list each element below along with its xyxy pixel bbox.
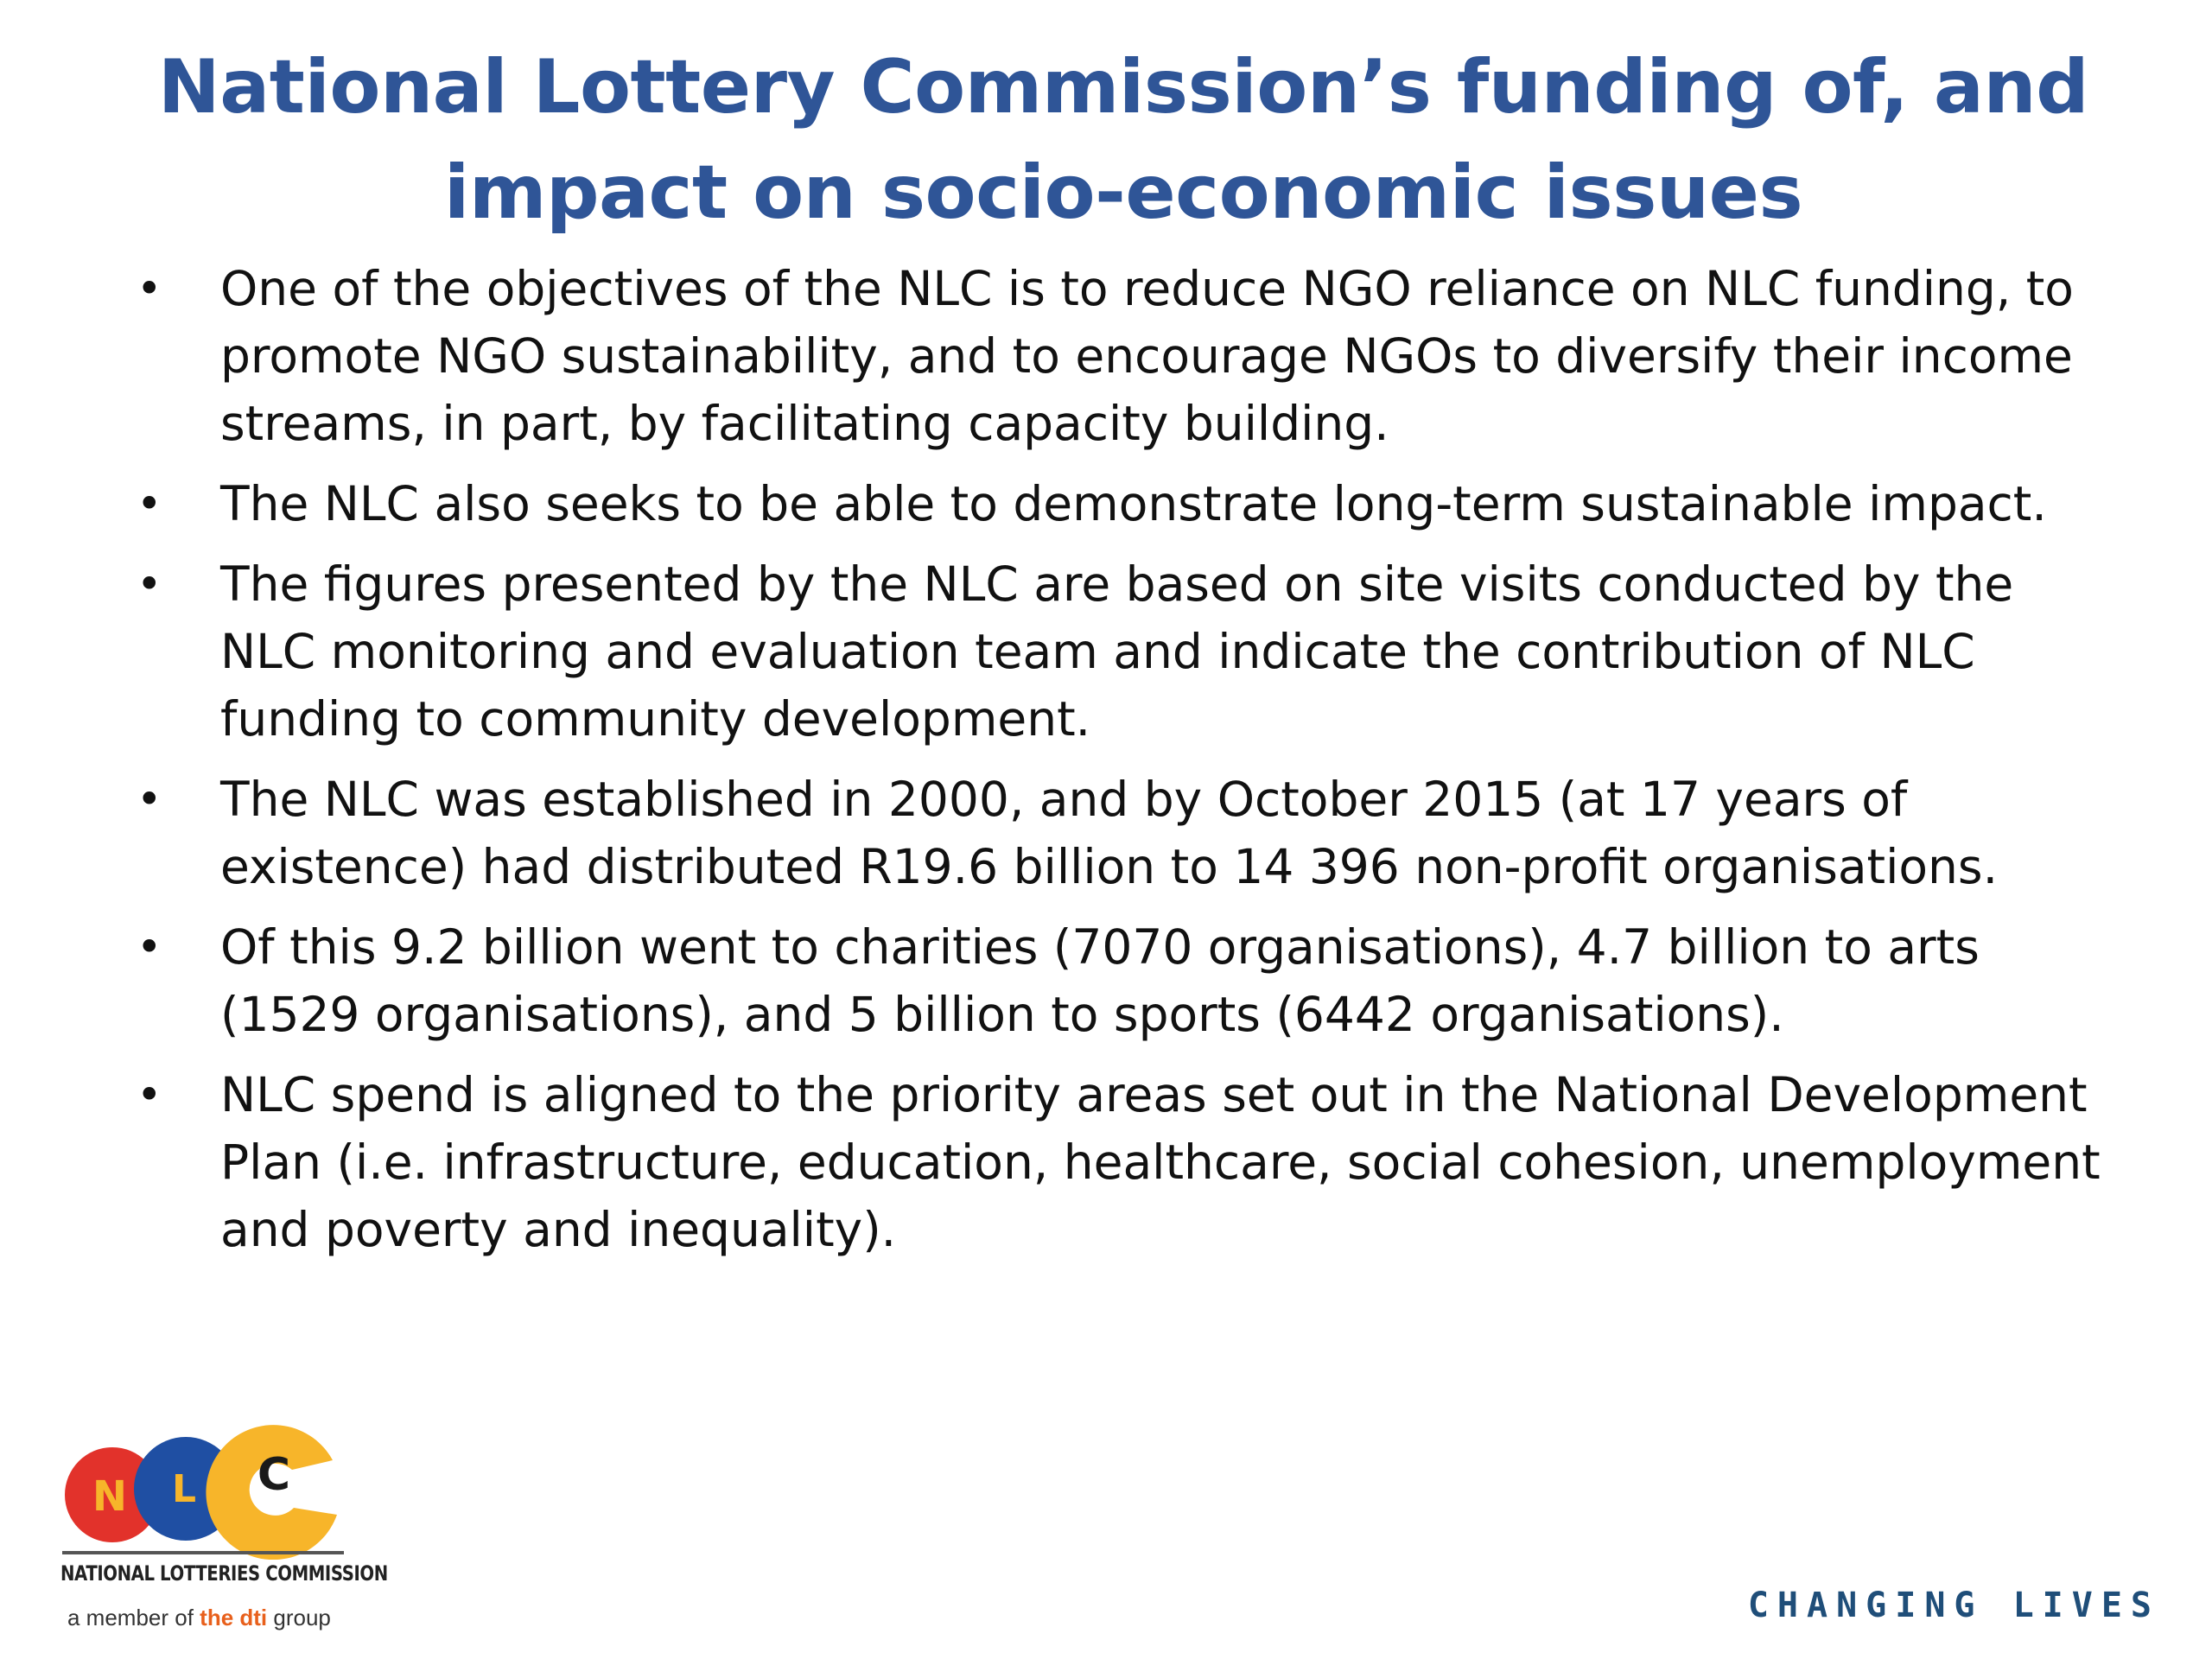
bullet-item <box>130 766 2117 900</box>
bullet-marker: • <box>137 1070 162 1120</box>
nlc-logo <box>60 1413 388 1633</box>
bullet-marker: • <box>137 264 162 314</box>
slide-title: National Lottery Commission’s funding of, and impact on socio-economic issues <box>157 44 2089 236</box>
logo-member-prefix: a member of <box>67 1605 200 1630</box>
bullet-text: The NLC was established in 2000, and by October 2015 (at 17 years of existence) had distributed R19.6 billion to 14 396 non-profit organisations. <box>220 772 1999 894</box>
logo-member-accent: the dti <box>200 1605 268 1630</box>
logo-underline <box>62 1551 344 1554</box>
bullet-item <box>130 550 2117 753</box>
logo-letter-l: L <box>171 1467 197 1511</box>
bullet-marker: • <box>137 479 162 529</box>
bullet-text: Of this 9.2 billion went to charities (7070 organisations), 4.7 billion to arts (1529 organisations), and 5 billion to sports (6442 organisations). <box>220 919 1980 1042</box>
nlc-logo-mark <box>60 1413 346 1560</box>
bullet-marker: • <box>137 922 162 972</box>
bullet-text: The figures presented by the NLC are based on site visits conducted by the NLC monitoring and evaluation team and indicate the contribution of NLC funding to community development. <box>220 556 2014 747</box>
logo-member-line <box>67 1605 331 1631</box>
bullet-item <box>130 1061 2117 1263</box>
footer-tagline: CHANGING LIVES <box>1747 1586 2160 1625</box>
bullet-marker: • <box>137 774 162 824</box>
bullet-text: NLC spend is aligned to the priority areas set out in the National Development Plan (i.e. infrastructure, education, healthcare, social cohesion, unemployment and poverty and inequality). <box>220 1067 2101 1257</box>
logo-letter-n: N <box>92 1472 128 1521</box>
bullet-text: The NLC also seeks to be able to demonstrate long-term sustainable impact. <box>220 476 2047 531</box>
bullet-text: One of the objectives of the NLC is to reduce NGO reliance on NLC funding, to promote NGO sustainability, and to encourage NGOs to diversify their income streams, in part, by facilitating capacity building. <box>220 261 2074 451</box>
logo-org-name: NATIONAL LOTTERIES COMMISSION <box>60 1561 388 1586</box>
logo-member-suffix: group <box>267 1605 331 1630</box>
bullet-item <box>130 470 2117 537</box>
logo-letter-c: C <box>257 1449 291 1501</box>
bullet-marker: • <box>137 559 162 609</box>
bullet-list <box>130 255 2117 1276</box>
bullet-item <box>130 255 2117 457</box>
bullet-item <box>130 913 2117 1048</box>
